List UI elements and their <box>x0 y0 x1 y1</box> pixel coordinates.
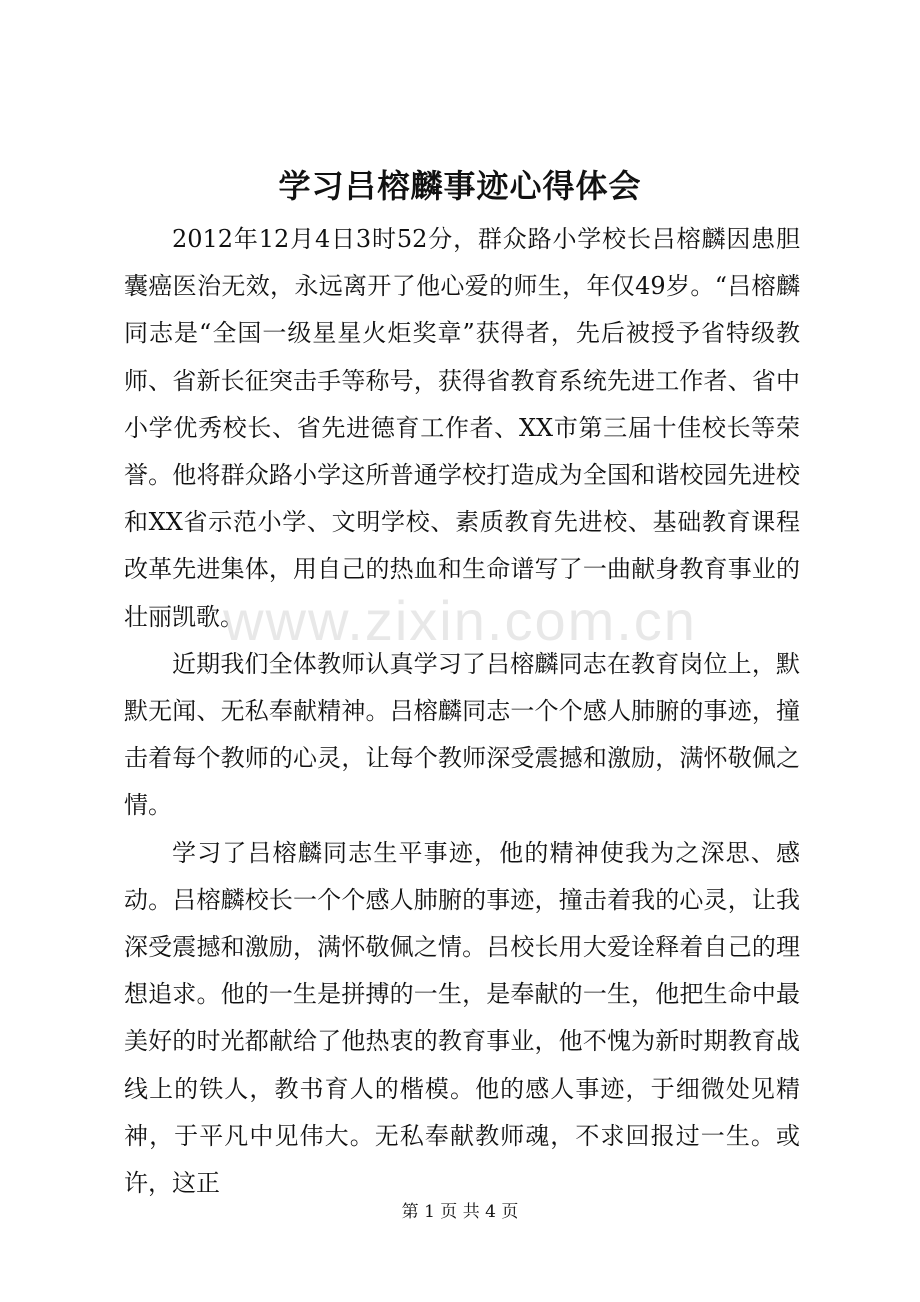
paragraph-3: 学习了吕榕麟同志生平事迹，他的精神使我为之深思、感动。吕榕麟校长一个个感人肺腑的事迹，撞击着我的心灵，让我深受震撼和激励，满怀敬佩之情。吕校长用大爱诠释着自己的理想追求。他的一生是拼搏的一生，是奉献的一生，他把生命中最美好的时光都献给了他热衷的教育事业，他不愧为新时期教育战线上的铁人，教书育人的楷模。他的感人事迹，于细微处见精神，于平凡中见伟大。无私奉献教师魂，不求回报过一生。或许，这正 <box>124 838 800 1198</box>
document-title: 学习吕榕麟事迹心得体会 <box>278 167 642 205</box>
document-body <box>124 216 800 1207</box>
paragraph-2: 近期我们全体教师认真学习了吕榕麟同志在教育岗位上，默默无闻、无私奉献精神。吕榕麟同志一个个感人肺腑的事迹，撞击着每个教师的心灵，让每个教师深受震撼和激励，满怀敬佩之情。 <box>124 649 800 820</box>
watermark: www.zixin.com.cn <box>223 589 697 652</box>
page-footer: 第 1 页 共 4 页 <box>401 1202 519 1222</box>
paragraph-1: 2012年12月4日3时52分，群众路小学校长吕榕麟因患胆囊癌医治无效，永远离开了他心爱的师生，年仅49岁。“吕榕麟同志是“全国一级星星火炬奖章”获得者，先后被授予省特级教师、省新长征突击手等称号，获得省教育系统先进工作者、省中小学优秀校长、省先进德育工作者、XX市第三届十佳校长等荣誉。他将群众路小学这所普通学校打造成为全国和谐校园先进校和XX省示范小学、文明学校、素质教育先进校、基础教育课程改革先进集体，用自己的热血和生命谱写了一曲献身教育事业的壮丽凯歌。 <box>124 225 800 631</box>
